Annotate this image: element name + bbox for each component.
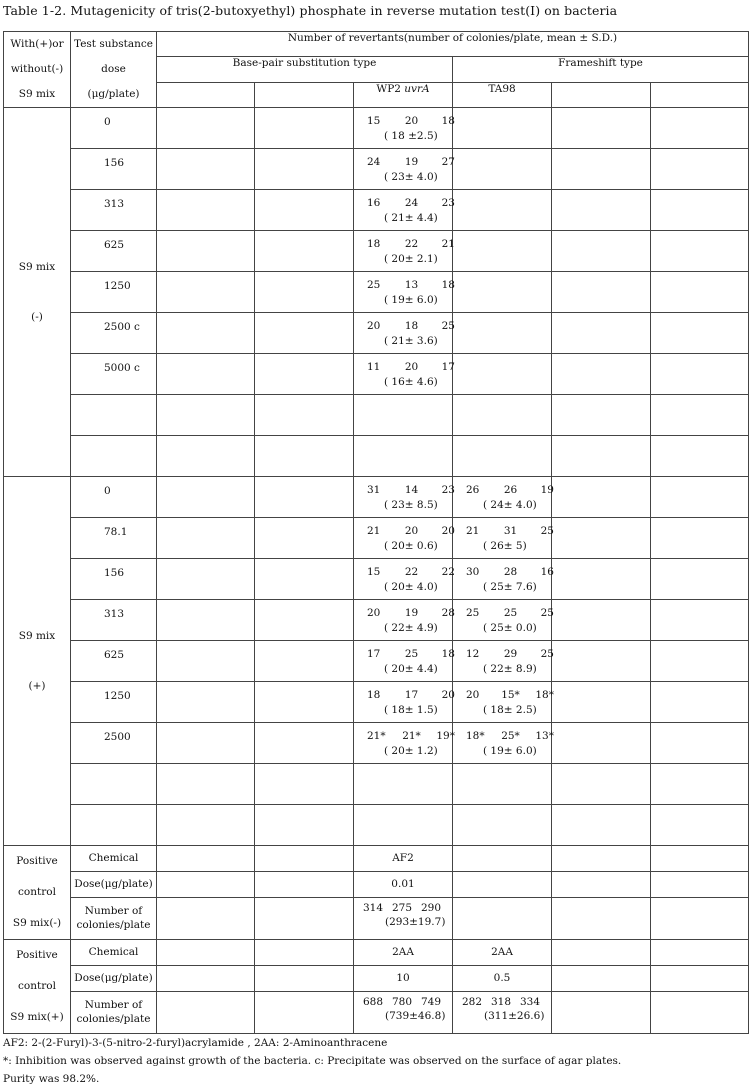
table-row <box>4 272 749 313</box>
header-strain-blank <box>651 82 749 107</box>
positive-minus-colonies-row <box>4 897 749 939</box>
wp2-chemical: 2AA <box>354 940 453 966</box>
ta98-cell <box>453 190 552 231</box>
empty-cell <box>651 190 749 231</box>
table-row <box>4 395 749 436</box>
dose-cell: 0 <box>71 108 157 149</box>
empty-cell <box>255 723 354 764</box>
empty-cell <box>552 272 651 313</box>
colonies-label: Number of colonies/plate <box>71 991 157 1033</box>
empty-cell <box>552 231 651 272</box>
ta98-cell: 30 28 16 ( 25± 7.6) <box>453 559 552 600</box>
header-wp2-uvra: WP2 uvrA <box>354 82 453 107</box>
wp2-cell: 15 20 18 ( 18 ±2.5) <box>354 108 453 149</box>
ta98-cell <box>453 313 552 354</box>
wp2-cell <box>354 395 453 436</box>
dose-cell <box>71 764 157 805</box>
empty-cell <box>552 436 651 477</box>
empty-cell <box>651 764 749 805</box>
footnote-abbrev: AF2: 2-(2-Furyl)-3-(5-nitro-2-furyl)acrylamide , 2AA: 2-Aminoanthracene <box>3 1037 388 1049</box>
wp2-colonies: 314 275 290 (293±19.7) <box>354 897 453 939</box>
chemical-label: Chemical <box>71 940 157 966</box>
dose-cell: 625 <box>71 641 157 682</box>
empty-cell <box>552 723 651 764</box>
ta98-cell: 18* 25* 13* ( 19± 6.0) <box>453 723 552 764</box>
dose-cell: 313 <box>71 190 157 231</box>
empty-cell <box>255 805 354 846</box>
empty-cell <box>157 477 255 518</box>
empty-cell <box>552 354 651 395</box>
dose-cell: 2500 <box>71 723 157 764</box>
empty-cell <box>552 600 651 641</box>
with-s9-section <box>4 477 749 846</box>
wp2-cell: 20 18 25 ( 21± 3.6) <box>354 313 453 354</box>
table-row <box>4 190 749 231</box>
wp2-dose: 0.01 <box>354 871 453 897</box>
dose-cell: 0 <box>71 477 157 518</box>
table-row <box>4 641 749 682</box>
wp2-cell <box>354 805 453 846</box>
empty-cell <box>157 559 255 600</box>
empty-cell <box>552 518 651 559</box>
empty-cell <box>651 682 749 723</box>
header-strain-blank <box>255 82 354 107</box>
ta98-cell <box>453 764 552 805</box>
empty-cell <box>157 682 255 723</box>
empty-cell <box>157 231 255 272</box>
wp2-cell: 11 20 17 ( 16± 4.6) <box>354 354 453 395</box>
header-ta98: TA98 <box>453 82 552 107</box>
table-row <box>4 600 749 641</box>
ta98-dose: 0.5 <box>453 965 552 991</box>
empty-cell <box>157 764 255 805</box>
wp2-cell: 25 13 18 ( 19± 6.0) <box>354 272 453 313</box>
positive-plus-colonies-row <box>4 991 749 1033</box>
empty-cell <box>255 764 354 805</box>
empty-cell <box>157 518 255 559</box>
empty-cell <box>157 108 255 149</box>
empty-cell <box>552 395 651 436</box>
dose-cell: 625 <box>71 231 157 272</box>
wp2-cell: 18 17 20 ( 18± 1.5) <box>354 682 453 723</box>
empty-cell <box>255 682 354 723</box>
table-title: Table 1-2. Mutagenicity of tris(2-butoxyethyl) phosphate in reverse mutation test(I) on bacteria <box>3 3 618 18</box>
ta98-cell <box>453 231 552 272</box>
ta98-cell <box>453 805 552 846</box>
empty-cell <box>552 313 651 354</box>
colonies-label: Number of colonies/plate <box>71 897 157 939</box>
dose-cell: 1250 <box>71 272 157 313</box>
ta98-colonies: 282 318 334 (311±26.6) <box>453 991 552 1033</box>
wp2-cell: 17 25 18 ( 20± 4.4) <box>354 641 453 682</box>
empty-cell <box>157 190 255 231</box>
empty-cell <box>157 641 255 682</box>
ta98-cell: 21 31 25 ( 26± 5) <box>453 518 552 559</box>
ta98-cell: 12 29 25 ( 22± 8.9) <box>453 641 552 682</box>
empty-cell <box>157 354 255 395</box>
empty-cell <box>157 149 255 190</box>
wp2-cell: 18 22 21 ( 20± 2.1) <box>354 231 453 272</box>
empty-cell <box>157 600 255 641</box>
empty-cell <box>651 272 749 313</box>
ta98-cell <box>453 149 552 190</box>
empty-cell <box>255 559 354 600</box>
table-row <box>4 805 749 846</box>
table-row <box>4 149 749 190</box>
positive-plus-label: Positive control S9 mix(+) <box>4 940 71 1034</box>
header-s9-col: With(+)or without(-) S9 mix <box>4 32 71 108</box>
empty-cell <box>651 436 749 477</box>
dose-cell <box>71 805 157 846</box>
ta98-cell <box>453 354 552 395</box>
empty-cell <box>255 395 354 436</box>
dose-cell: 313 <box>71 600 157 641</box>
wp2-cell: 15 22 22 ( 20± 4.0) <box>354 559 453 600</box>
header-strain-blank <box>157 82 255 107</box>
empty-cell <box>255 641 354 682</box>
with-s9-label: S9 mix (+) <box>4 477 71 846</box>
empty-cell <box>552 108 651 149</box>
empty-cell <box>552 477 651 518</box>
wp2-dose: 10 <box>354 965 453 991</box>
dose-cell: 78.1 <box>71 518 157 559</box>
empty-cell <box>651 518 749 559</box>
wp2-cell <box>354 764 453 805</box>
table-row <box>4 477 749 518</box>
empty-cell <box>552 190 651 231</box>
empty-cell <box>255 190 354 231</box>
empty-cell <box>651 231 749 272</box>
table-row <box>4 682 749 723</box>
wp2-colonies: 688 780 749 (739±46.8) <box>354 991 453 1033</box>
ta98-cell: 25 25 25 ( 25± 0.0) <box>453 600 552 641</box>
empty-cell <box>157 395 255 436</box>
empty-cell <box>255 436 354 477</box>
empty-cell <box>651 477 749 518</box>
empty-cell <box>255 477 354 518</box>
table-row <box>4 723 749 764</box>
wp2-cell: 16 24 23 ( 21± 4.4) <box>354 190 453 231</box>
dose-label: Dose(μg/plate) <box>71 965 157 991</box>
empty-cell <box>651 149 749 190</box>
ta98-cell <box>453 436 552 477</box>
empty-cell <box>651 559 749 600</box>
empty-cell <box>651 600 749 641</box>
dose-cell: 5000 c <box>71 354 157 395</box>
footnote-purity: Purity was 98.2%. <box>3 1073 100 1085</box>
dose-cell: 1250 <box>71 682 157 723</box>
dose-cell: 156 <box>71 559 157 600</box>
table-row <box>4 518 749 559</box>
empty-cell <box>255 354 354 395</box>
mutagenicity-table <box>3 31 749 1034</box>
empty-cell <box>255 231 354 272</box>
header-strain-blank <box>552 82 651 107</box>
empty-cell <box>255 149 354 190</box>
empty-cell <box>552 682 651 723</box>
footnote-symbols: *: Inhibition was observed against growth of the bacteria. c: Precipitate was observed on the surface of agar plates. <box>3 1055 622 1067</box>
wp2-cell: 20 19 28 ( 22± 4.9) <box>354 600 453 641</box>
positive-minus-label: Positive control S9 mix(-) <box>4 846 71 940</box>
empty-cell <box>552 764 651 805</box>
ta98-cell: 26 26 19 ( 24± 4.0) <box>453 477 552 518</box>
wp2-chemical: AF2 <box>354 846 453 872</box>
footnotes <box>3 1034 621 1088</box>
dose-cell: 2500 c <box>71 313 157 354</box>
empty-cell <box>651 313 749 354</box>
empty-cell <box>651 723 749 764</box>
empty-cell <box>552 805 651 846</box>
table-row <box>4 108 749 149</box>
ta98-cell <box>453 272 552 313</box>
empty-cell <box>255 518 354 559</box>
empty-cell <box>552 641 651 682</box>
empty-cell <box>255 272 354 313</box>
table-row <box>4 354 749 395</box>
dose-cell <box>71 436 157 477</box>
empty-cell <box>157 272 255 313</box>
empty-cell <box>157 723 255 764</box>
without-s9-label: S9 mix (-) <box>4 108 71 477</box>
wp2-cell: 24 19 27 ( 23± 4.0) <box>354 149 453 190</box>
empty-cell <box>651 354 749 395</box>
wp2-cell <box>354 436 453 477</box>
ta98-chemical: 2AA <box>453 940 552 966</box>
empty-cell <box>552 149 651 190</box>
ta98-cell <box>453 108 552 149</box>
table-row <box>4 764 749 805</box>
header-revertants: Number of revertants(number of colonies/plate, mean ± S.D.) <box>157 32 749 57</box>
empty-cell <box>552 559 651 600</box>
header-frameshift: Frameshift type <box>453 57 749 82</box>
dose-label: Dose(μg/plate) <box>71 871 157 897</box>
positive-plus-chemical-row <box>4 940 749 966</box>
empty-cell <box>255 600 354 641</box>
header-dose-col: Test substance dose (μg/plate) <box>71 32 157 108</box>
table-row <box>4 313 749 354</box>
ta98-cell <box>453 395 552 436</box>
table-row <box>4 436 749 477</box>
dose-cell: 156 <box>71 149 157 190</box>
empty-cell <box>651 805 749 846</box>
empty-cell <box>651 641 749 682</box>
empty-cell <box>157 436 255 477</box>
wp2-cell: 31 14 23 ( 23± 8.5) <box>354 477 453 518</box>
wp2-cell: 21 20 20 ( 20± 0.6) <box>354 518 453 559</box>
empty-cell <box>157 805 255 846</box>
dose-cell <box>71 395 157 436</box>
table-row <box>4 231 749 272</box>
empty-cell <box>157 313 255 354</box>
without-s9-section <box>4 108 749 477</box>
table-row <box>4 559 749 600</box>
empty-cell <box>651 108 749 149</box>
empty-cell <box>651 395 749 436</box>
header-base-pair: Base-pair substitution type <box>157 57 453 82</box>
wp2-cell: 21* 21* 19* ( 20± 1.2) <box>354 723 453 764</box>
positive-minus-dose-row <box>4 871 749 897</box>
ta98-cell: 20 15* 18* ( 18± 2.5) <box>453 682 552 723</box>
chemical-label: Chemical <box>71 846 157 872</box>
positive-minus-chemical-row <box>4 846 749 872</box>
empty-cell <box>255 313 354 354</box>
empty-cell <box>255 108 354 149</box>
positive-plus-dose-row <box>4 965 749 991</box>
